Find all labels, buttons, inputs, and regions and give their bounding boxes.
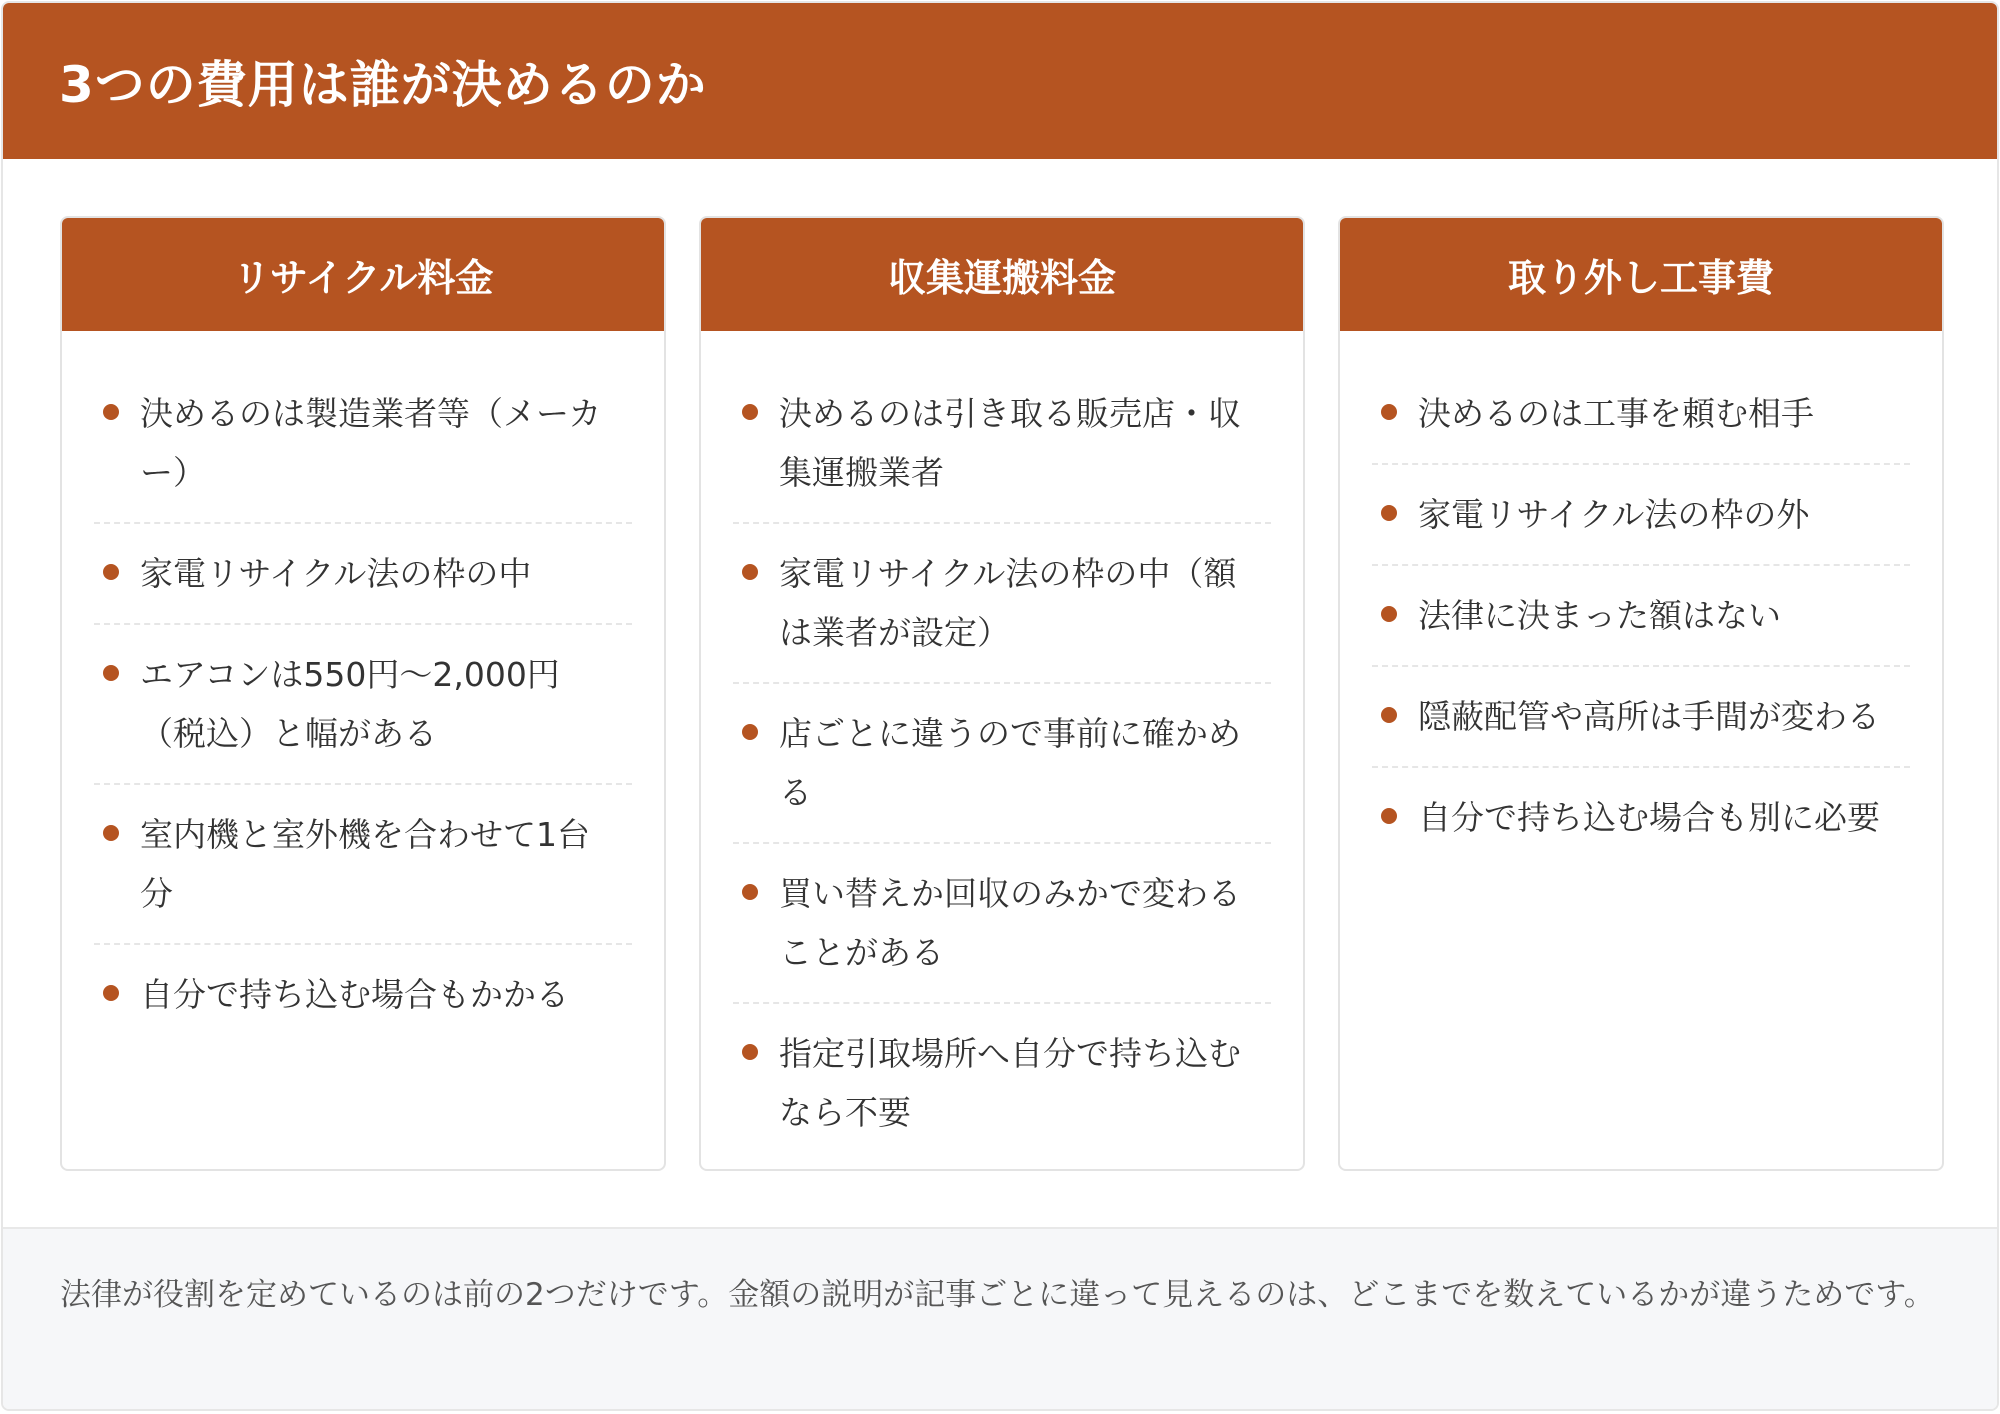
bullet-icon: [1381, 505, 1397, 521]
info-panel: [1, 1, 1999, 1411]
card-header: [62, 218, 664, 331]
bullet-icon: [742, 724, 758, 740]
bullet-icon: [742, 1044, 758, 1060]
bullet-icon: [1381, 606, 1397, 622]
list-item: 室内機と室外機を合わせて1台分: [94, 785, 632, 945]
card-title: 収集運搬料金: [887, 256, 1116, 300]
bullet-icon: [742, 404, 758, 420]
list-item: 自分で持ち込む場合もかかる: [94, 945, 632, 1044]
bullet-icon: [742, 884, 758, 900]
list-item: 隠蔽配管や高所は手間が変わる: [1372, 667, 1910, 768]
bullet-icon: [103, 564, 119, 580]
cost-cards: [60, 216, 1944, 1171]
list-item: 指定引取場所へ自分で持ち込むなら不要: [733, 1004, 1271, 1162]
list-item: 家電リサイクル法の枠の中: [94, 524, 632, 625]
bullet-icon: [1381, 808, 1397, 824]
bullet-icon: [103, 825, 119, 841]
bullet-icon: [103, 665, 119, 681]
list-item: 店ごとに違うので事前に確かめる: [733, 684, 1271, 844]
list-item: 決めるのは製造業者等（メーカー）: [94, 364, 632, 524]
card-removal-fee: [1338, 216, 1944, 1171]
list-item: 決めるのは工事を頼む相手: [1372, 364, 1910, 465]
footer-note-box: [3, 1227, 1997, 1411]
card-list: [701, 331, 1303, 1162]
card-list: [1340, 331, 1942, 867]
bullet-icon: [1381, 707, 1397, 723]
bullet-icon: [1381, 404, 1397, 420]
list-item: エアコンは550円〜2,000円（税込）と幅がある: [94, 625, 632, 785]
list-item: 買い替えか回収のみかで変わることがある: [733, 844, 1271, 1004]
card-header: [1340, 218, 1942, 331]
bullet-icon: [103, 404, 119, 420]
card-collection-fee: [699, 216, 1305, 1171]
card-header: [701, 218, 1303, 331]
footer-note: 法律が役割を定めているのは前の2つだけです。金額の説明が記事ごとに違って見えるのは、どこまでを数えているかが違うためです。: [60, 1277, 1935, 1313]
panel-title: 3つの費用は誰が決めるのか: [59, 56, 707, 114]
list-item: 決めるのは引き取る販売店・収集運搬業者: [733, 364, 1271, 524]
list-item: 自分で持ち込む場合も別に必要: [1372, 768, 1910, 867]
card-title: リサイクル料金: [232, 256, 494, 300]
bullet-icon: [742, 564, 758, 580]
card-title: 取り外し工事費: [1507, 256, 1774, 300]
bullet-icon: [103, 985, 119, 1001]
list-item: 家電リサイクル法の枠の外: [1372, 465, 1910, 566]
list-item: 家電リサイクル法の枠の中（額は業者が設定）: [733, 524, 1271, 684]
panel-header: [3, 3, 1997, 159]
list-item: 法律に決まった額はない: [1372, 566, 1910, 667]
card-list: [62, 331, 664, 1044]
card-recycling-fee: [60, 216, 666, 1171]
